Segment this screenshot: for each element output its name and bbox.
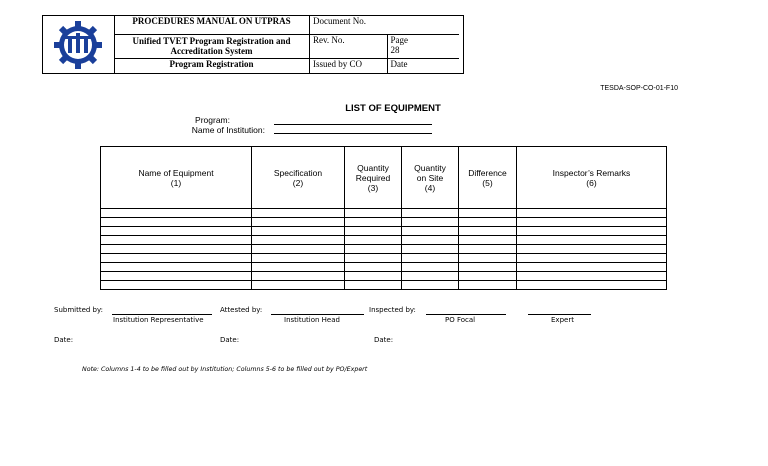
expert-label: Expert (551, 316, 574, 324)
page-label: Page (390, 34, 409, 45)
cell[interactable] (345, 227, 402, 236)
cell[interactable] (459, 281, 517, 290)
table-row (101, 227, 667, 236)
cell[interactable] (345, 263, 402, 272)
table-row (101, 254, 667, 263)
col-quantity-required (345, 147, 402, 209)
col-name-of-equipment (101, 147, 252, 209)
cell[interactable] (459, 209, 517, 218)
cell[interactable] (459, 218, 517, 227)
cell[interactable] (101, 209, 252, 218)
col-label: Specification (273, 167, 323, 178)
cell[interactable] (345, 209, 402, 218)
system-line-1: Unified TVET Program Registration and (132, 35, 291, 46)
cell[interactable] (345, 245, 402, 254)
institution-rep-label: Institution Representative (113, 316, 204, 324)
institution-line (274, 133, 432, 134)
cell[interactable] (402, 227, 459, 236)
attested-by-line (271, 314, 364, 315)
cell[interactable] (517, 281, 667, 290)
cell[interactable] (345, 236, 402, 245)
col-difference (459, 147, 517, 209)
document-no-label: Document No. (310, 16, 460, 34)
col-number: (5) (482, 177, 493, 188)
header-table (114, 16, 459, 73)
table-row (101, 272, 667, 281)
cell[interactable] (459, 236, 517, 245)
col-number: (2) (292, 177, 304, 188)
section-name: Program Registration (114, 58, 310, 73)
date-label-1: Date: (54, 336, 74, 344)
date-label: Date (387, 58, 459, 73)
cell[interactable] (101, 218, 252, 227)
cell[interactable] (402, 209, 459, 218)
cell[interactable] (517, 227, 667, 236)
col-label: Name of Equipment (138, 167, 214, 178)
cell[interactable] (252, 209, 345, 218)
table-row (101, 281, 667, 290)
cell[interactable] (517, 245, 667, 254)
cell[interactable] (252, 227, 345, 236)
cell[interactable] (252, 272, 345, 281)
cell[interactable] (402, 254, 459, 263)
table-row (101, 245, 667, 254)
col-number: (3) (367, 182, 379, 193)
cell[interactable] (252, 236, 345, 245)
tesda-logo-icon (51, 19, 105, 71)
institution-head-label: Institution Head (284, 316, 340, 324)
cell[interactable] (252, 245, 345, 254)
cell[interactable] (402, 281, 459, 290)
col-label-2: on Site (416, 172, 444, 183)
col-quantity-on-site (402, 147, 459, 209)
page-cell (387, 34, 459, 58)
cell[interactable] (345, 254, 402, 263)
cell[interactable] (402, 218, 459, 227)
col-inspector-remarks (517, 147, 667, 209)
date-label-3: Date: (374, 336, 394, 344)
cell[interactable] (345, 218, 402, 227)
equipment-table (100, 146, 667, 290)
program-label: Program: (195, 115, 230, 125)
col-number: (4) (424, 182, 436, 193)
system-name (114, 34, 310, 58)
cell[interactable] (402, 236, 459, 245)
cell[interactable] (101, 227, 252, 236)
program-line (274, 124, 432, 125)
system-line-2: Accreditation System (170, 45, 253, 56)
document-header (42, 15, 464, 74)
col-label: Inspector’s Remarks (552, 167, 631, 178)
cell[interactable] (402, 245, 459, 254)
issued-by-label: Issued by CO (310, 58, 388, 73)
table-row (101, 263, 667, 272)
cell[interactable] (101, 254, 252, 263)
cell[interactable] (252, 254, 345, 263)
cell[interactable] (252, 281, 345, 290)
cell[interactable] (101, 245, 252, 254)
institution-label: Name of Institution: (191, 125, 265, 135)
cell[interactable] (101, 272, 252, 281)
cell[interactable] (252, 263, 345, 272)
col-number: (6) (586, 177, 597, 188)
submitted-by-line (112, 314, 212, 315)
cell[interactable] (517, 236, 667, 245)
inspected-by-label: Inspected by: (369, 306, 416, 314)
col-label: Quantity (357, 162, 389, 173)
col-label: Quantity (414, 162, 446, 173)
cell[interactable] (252, 218, 345, 227)
cell[interactable] (402, 263, 459, 272)
inspected-by-line (426, 314, 506, 315)
cell[interactable] (517, 272, 667, 281)
cell[interactable] (459, 245, 517, 254)
table-row (101, 236, 667, 245)
cell[interactable] (517, 209, 667, 218)
cell[interactable] (101, 263, 252, 272)
cell[interactable] (345, 281, 402, 290)
col-label-2: Required (355, 172, 391, 183)
cell[interactable] (101, 281, 252, 290)
table-row (101, 209, 667, 218)
cell[interactable] (459, 263, 517, 272)
page-number: 28 (390, 44, 400, 55)
cell[interactable] (459, 272, 517, 281)
expert-line (528, 314, 591, 315)
table-row (101, 218, 667, 227)
date-label-2: Date: (220, 336, 240, 344)
col-specification (252, 147, 345, 209)
fill-out-note: Note: Columns 1-4 to be filled out by Institution; Columns 5-6 to be filled out by PO/Expert (82, 366, 368, 373)
attested-by-label: Attested by: (220, 306, 263, 314)
submitted-by-label: Submitted by: (54, 306, 103, 314)
cell[interactable] (517, 254, 667, 263)
cell[interactable] (402, 272, 459, 281)
col-label: Difference (468, 167, 507, 178)
form-code: TESDA-SOP-CO-01-F10 (600, 85, 678, 92)
cell[interactable] (101, 236, 252, 245)
col-number: (1) (170, 177, 182, 188)
rev-no-label: Rev. No. (310, 34, 388, 58)
page-title: LIST OF EQUIPMENT (345, 103, 441, 114)
manual-title: PROCEDURES MANUAL ON UTPRAS (114, 16, 310, 34)
cell[interactable] (345, 272, 402, 281)
logo-cell (43, 16, 115, 73)
cell[interactable] (459, 227, 517, 236)
cell[interactable] (517, 263, 667, 272)
cell[interactable] (517, 218, 667, 227)
cell[interactable] (459, 254, 517, 263)
po-focal-label: PO Focal (445, 316, 476, 324)
